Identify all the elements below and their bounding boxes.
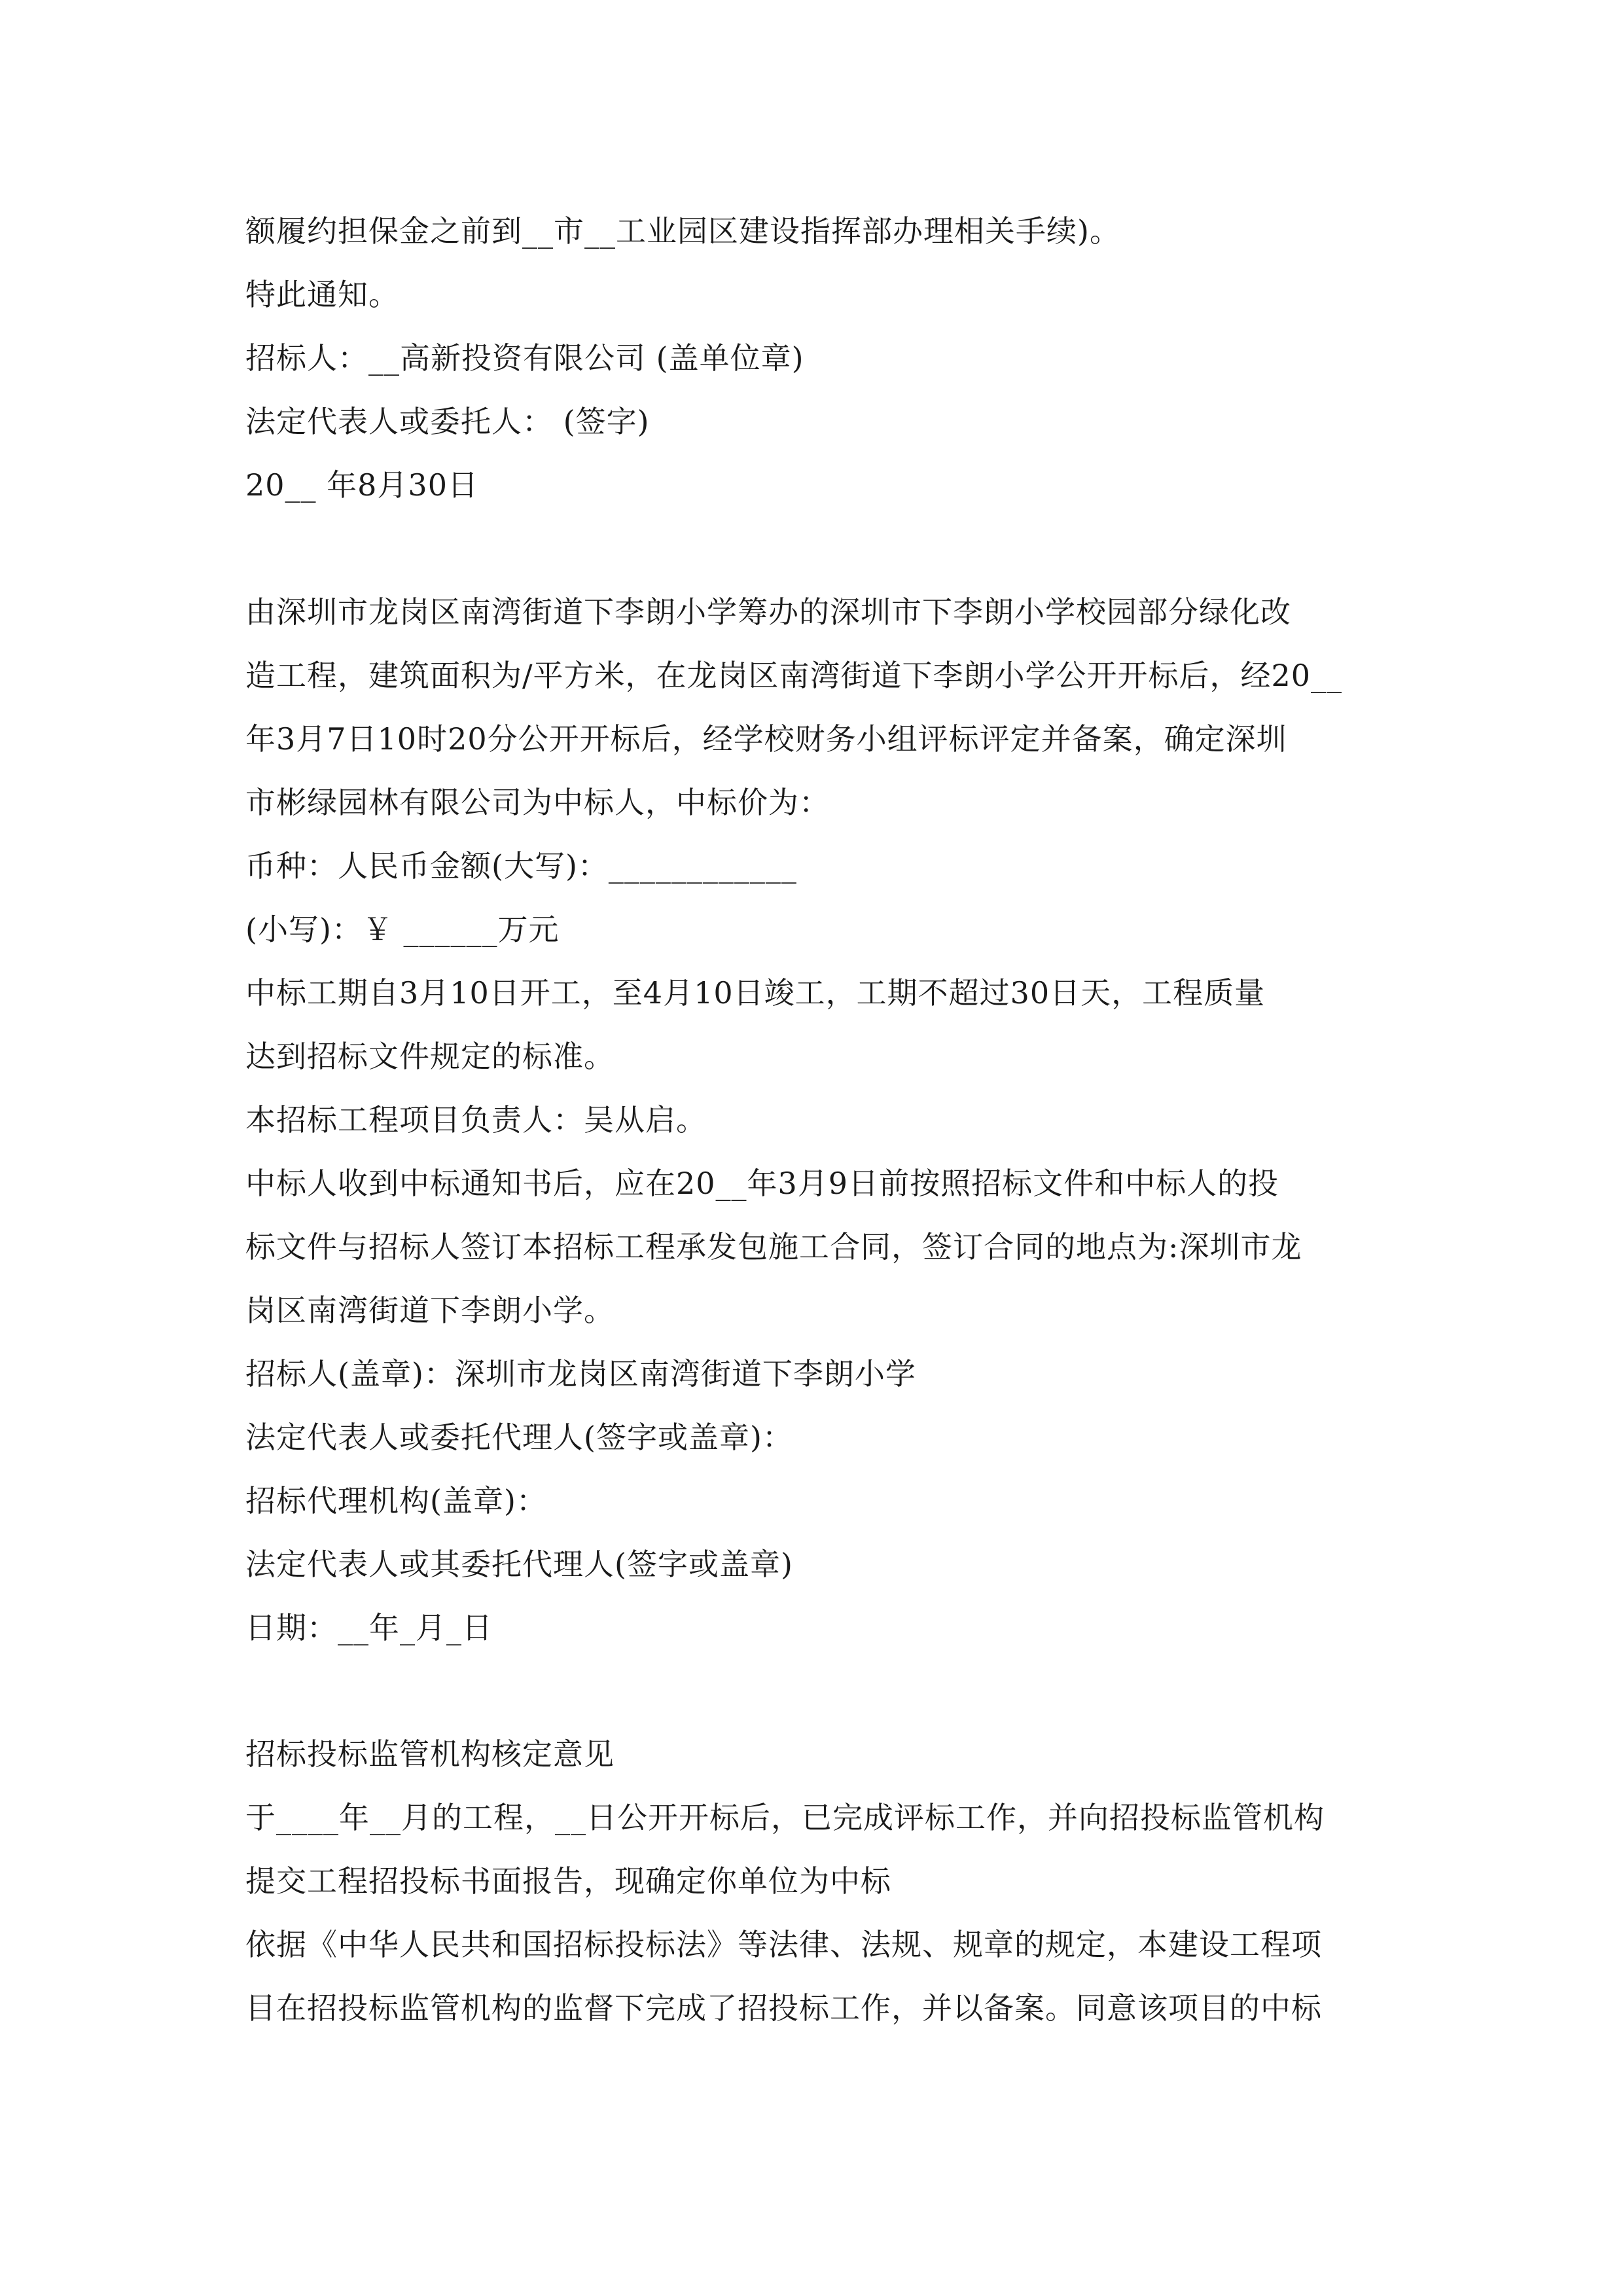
date-line: 20__ 年8月30日 [245,467,478,503]
text-line: 由深圳市龙岗区南湾街道下李朗小学筹办的深圳市下李朗小学校园部分绿化改 [245,594,1291,630]
section-spacer [245,517,1384,581]
signature-line: 招标代理机构(盖章)： [245,1483,547,1518]
text-line: 于____年__月的工程，__日公开开标后，已完成评标工作，并向招投标监管机构 [245,1800,1325,1835]
amount-numeric-line: (小写)：￥ ______万元 [245,912,560,947]
text-line: 法定代表人或委托人： (签字) [245,404,650,439]
text-line: 目在招投标监管机构的监督下完成了招投标工作，并以备案。同意该项目的中标 [245,1990,1322,2026]
text-line: 额履约担保金之前到__市__工业园区建设指挥部办理相关手续)。 [245,213,1120,249]
text-line: 市彬绿园林有限公司为中标人，中标价为： [245,785,830,820]
text-line: 中标工期自3月10日开工，至4月10日竣工，工期不超过30日天，工程质量 [245,975,1266,1011]
signature-line: 法定代表人或其委托代理人(签字或盖章) [245,1547,793,1582]
signature-line: 法定代表人或委托代理人(签字或盖章)： [245,1420,793,1455]
text-line: 招标人：__高新投资有限公司 (盖单位章) [245,340,804,376]
section-heading: 招标投标监管机构核定意见 [245,1736,615,1772]
section-spacer [245,1660,1384,1723]
text-line: 年3月7日10时20分公开开标后，经学校财务小组评标评定并备案，确定深圳 [245,721,1287,757]
date-line: 日期：__年_月_日 [245,1610,493,1645]
amount-capital-line: 币种：人民币金额(大写)：____________ [245,848,797,884]
notice-closing-section [245,200,1384,517]
text-line: 提交工程招投标书面报告，现确定你单位为中标 [245,1863,891,1899]
text-line: 中标人收到中标通知书后，应在20__年3月9日前按照招标文件和中标人的投 [245,1166,1279,1201]
text-line: 特此通知。 [245,277,399,312]
text-line: 造工程，建筑面积为/平方米，在龙岗区南湾街道下李朗小学公开开标后，经20__ [245,658,1343,693]
text-line: 依据《中华人民共和国招标投标法》等法律、法规、规章的规定，本建设工程项 [245,1927,1322,1962]
text-line: 本招标工程项目负责人：吴从启。 [245,1102,707,1138]
text-line: 岗区南湾街道下李朗小学。 [245,1293,615,1328]
text-line: 达到招标文件规定的标准。 [245,1039,615,1074]
supervision-opinion-section [245,1723,1384,2040]
award-notice-section [245,581,1384,1660]
signature-line: 招标人(盖章)：深圳市龙岗区南湾街道下李朗小学 [245,1356,916,1391]
text-line: 标文件与招标人签订本招标工程承发包施工合同，签订合同的地点为:深圳市龙 [245,1229,1302,1265]
document-body [245,200,1384,2040]
